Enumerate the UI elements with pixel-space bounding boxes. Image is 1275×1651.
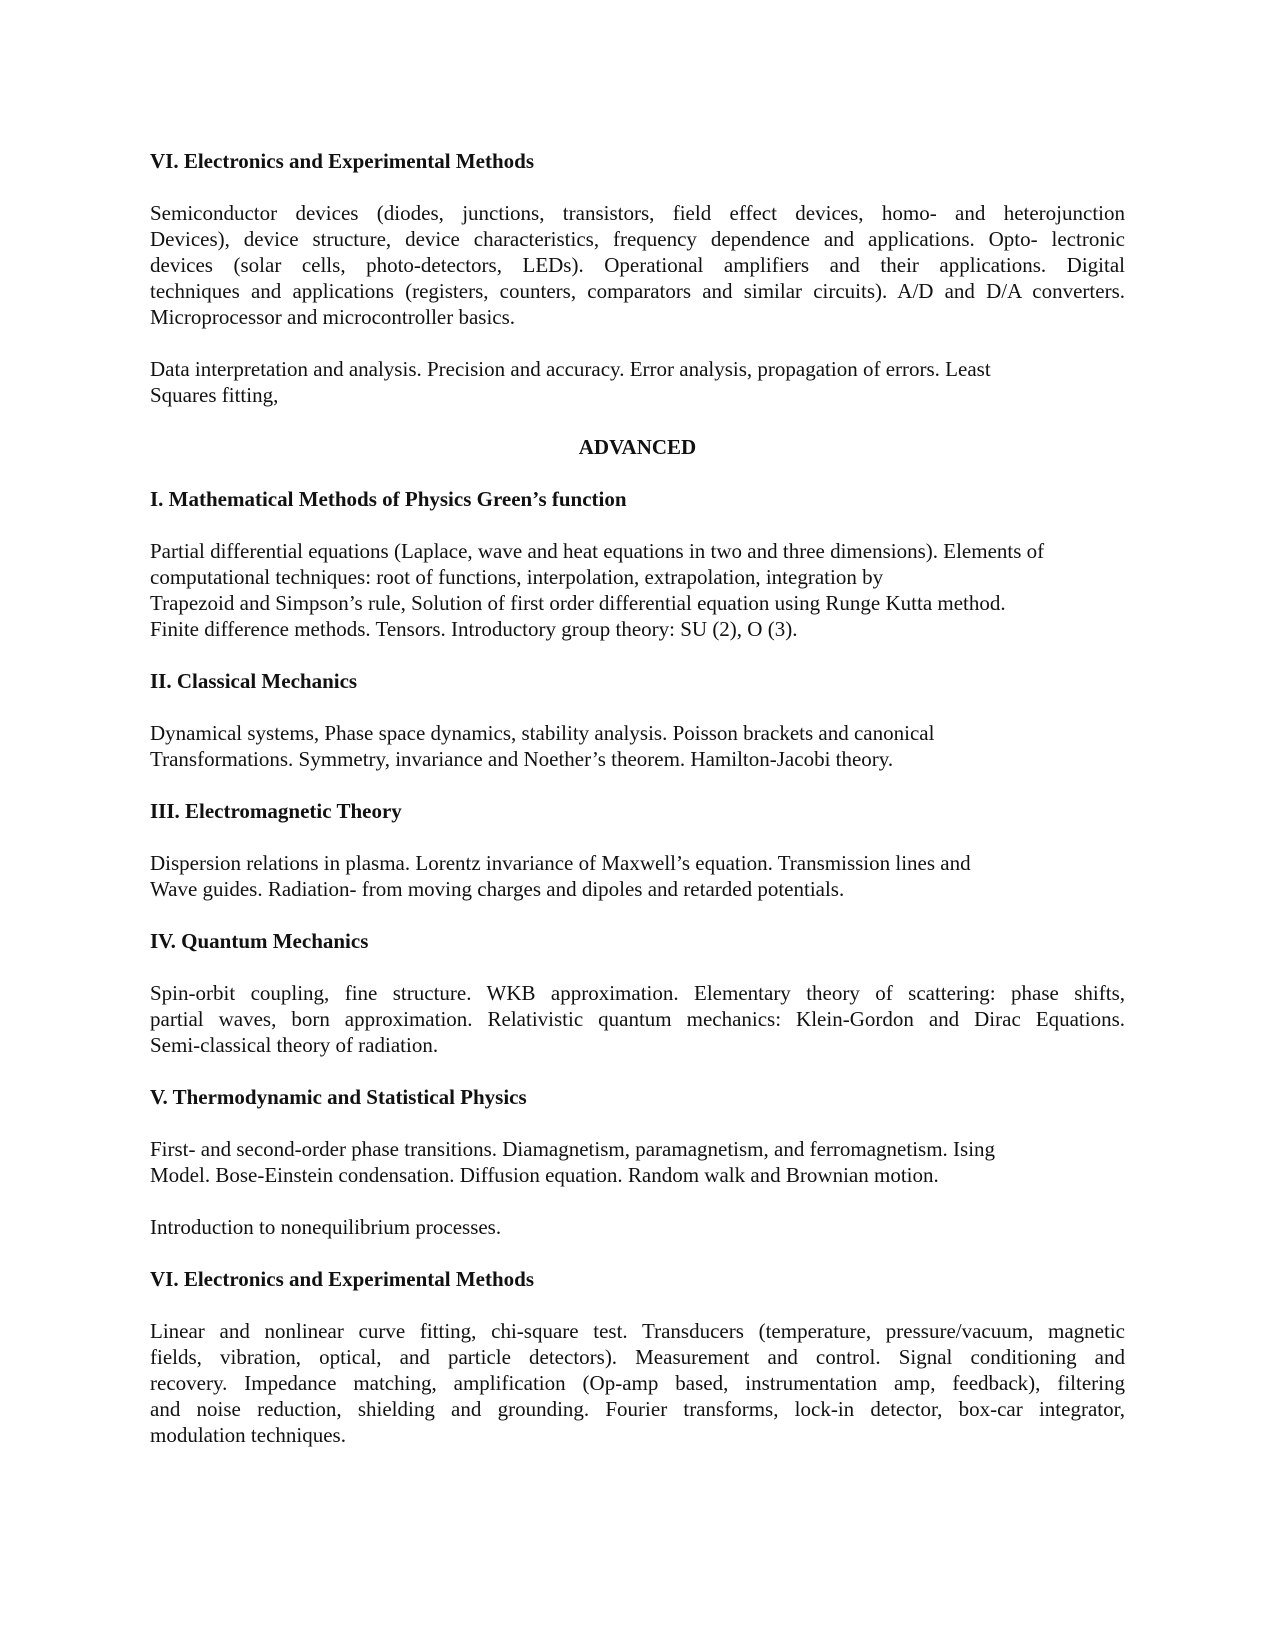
paragraph-line: Trapezoid and Simpson’s rule, Solution of first order differential equation using Runge Kutta method. [150, 591, 1006, 615]
paragraph-nonequilibrium: Introduction to nonequilibrium processes. [150, 1215, 502, 1239]
paragraph-line: and noise reduction, shielding and grounding. Fourier transforms, lock-in detector, box-car integrator, [150, 1397, 1125, 1421]
paragraph-line: Devices), device structure, device characteristics, frequency dependence and applications. Opto- lectronic [150, 227, 1125, 251]
paragraph-line: Linear and nonlinear curve fitting, chi-square test. Transducers (temperature, pressure/vacuum, magnetic [150, 1319, 1125, 1343]
section-heading-mathematical-methods: I. Mathematical Methods of Physics Green’s function [150, 487, 627, 511]
paragraph-classical-mechanics [150, 720, 1125, 772]
section-heading-electromagnetic-theory: III. Electromagnetic Theory [150, 799, 402, 823]
section-heading-electronics: VI. Electronics and Experimental Methods [150, 149, 535, 173]
paragraph-line: fields, vibration, optical, and particle detectors). Measurement and control. Signal conditioning and [150, 1345, 1125, 1369]
paragraph-data-interpretation [150, 356, 1125, 408]
advanced-title: ADVANCED [578, 435, 697, 459]
paragraph-line: Transformations. Symmetry, invariance and Noether’s theorem. Hamilton-Jacobi theory. [150, 747, 894, 771]
paragraph-line: techniques and applications (registers, counters, comparators and similar circuits). A/D and D/A converters. [150, 279, 1125, 303]
section-heading-quantum-mechanics: IV. Quantum Mechanics [150, 929, 369, 953]
paragraph-line: computational techniques: root of functions, interpolation, extrapolation, integration by [150, 565, 884, 589]
paragraph-electronics-advanced [150, 1318, 1125, 1448]
paragraph-quantum-mechanics [150, 980, 1125, 1058]
paragraph-line: Squares fitting, [150, 383, 279, 407]
paragraph-line: Finite difference methods. Tensors. Introductory group theory: SU (2), O (3). [150, 617, 798, 641]
paragraph-mathematical-methods [150, 538, 1125, 642]
paragraph-line: partial waves, born approximation. Relativistic quantum mechanics: Klein-Gordon and Dirac Equations. [150, 1007, 1125, 1031]
paragraph-line: recovery. Impedance matching, amplification (Op-amp based, instrumentation amp, feedback), filtering [150, 1371, 1125, 1395]
section-heading-thermodynamics: V. Thermodynamic and Statistical Physics [150, 1085, 527, 1109]
section-heading-electronics-advanced: VI. Electronics and Experimental Methods [150, 1267, 535, 1291]
section-heading-classical-mechanics: II. Classical Mechanics [150, 669, 358, 693]
paragraph-electromagnetic-theory [150, 850, 1125, 902]
paragraph-line: Semiconductor devices (diodes, junctions, transistors, field effect devices, homo- and heterojunction [150, 201, 1125, 225]
paragraph-line: Semi-classical theory of radiation. [150, 1033, 439, 1057]
paragraph-semiconductor-devices [150, 200, 1125, 330]
paragraph-line: Data interpretation and analysis. Precision and accuracy. Error analysis, propagation of errors. Least [150, 357, 991, 381]
document-page [150, 148, 1125, 1448]
paragraph-thermodynamics [150, 1136, 1125, 1188]
paragraph-line: Model. Bose-Einstein condensation. Diffusion equation. Random walk and Brownian motion. [150, 1163, 939, 1187]
paragraph-line: Spin-orbit coupling, fine structure. WKB approximation. Elementary theory of scattering: phase shifts, [150, 981, 1125, 1005]
paragraph-line: Partial differential equations (Laplace, wave and heat equations in two and three dimensions). Elements of [150, 539, 1045, 563]
paragraph-line: Dispersion relations in plasma. Lorentz invariance of Maxwell’s equation. Transmission lines and [150, 851, 971, 875]
paragraph-line: First- and second-order phase transitions. Diamagnetism, paramagnetism, and ferromagnetism. Ising [150, 1137, 996, 1161]
paragraph-line: Dynamical systems, Phase space dynamics, stability analysis. Poisson brackets and canonical [150, 721, 935, 745]
paragraph-line: Wave guides. Radiation- from moving charges and dipoles and retarded potentials. [150, 877, 845, 901]
paragraph-line: devices (solar cells, photo-detectors, LEDs). Operational amplifiers and their applications. Digital [150, 253, 1125, 277]
paragraph-line: modulation techniques. [150, 1423, 346, 1447]
paragraph-line: Microprocessor and microcontroller basics. [150, 305, 516, 329]
